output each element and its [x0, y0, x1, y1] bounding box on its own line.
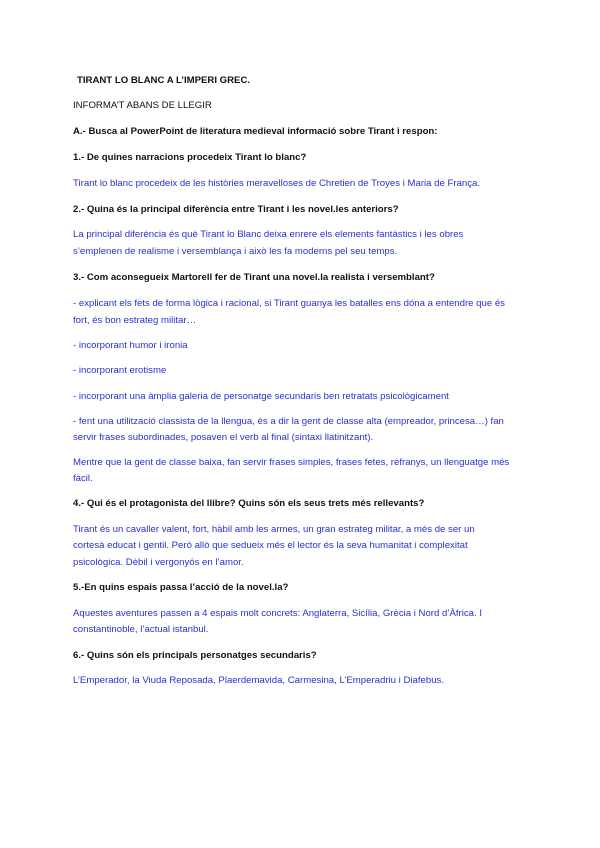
answer-5-line-2: constantinoble, l’actual istanbul.	[73, 624, 209, 635]
question-3: 3.- Com aconsegueix Martorell fer de Tirant una novel.la realista i versemblant?	[73, 272, 435, 283]
answer-2-line-1: La principal diferència és què Tirant lo Blanc deixa enrere els elements fantàstics i les obres	[73, 229, 464, 240]
answer-5-line-1: Aquestes aventures passen a 4 espais molt concrets: Anglaterra, Sicília, Grècia i Nord d’Àfrica. I	[73, 608, 482, 619]
answer-3-bullet-4: - incorporant una àmplia galeria de personatge secundaris ben retratats psicològicament	[73, 391, 449, 402]
answer-1: Tirant lo blanc procedeix de les històries meravelloses de Chretien de Troyes i Maria de França.	[73, 178, 481, 189]
question-5: 5.-En quins espais passa l’acció de la novel.la?	[73, 582, 289, 593]
question-6: 6.- Quins són els principals personatges secundaris?	[73, 650, 317, 661]
question-4: 4.- Qui és el protagonista del llibre? Quins són els seus trets més rellevants?	[73, 498, 425, 509]
answer-4-line-3: psicològica. Dèbil i vergonyós en l’amor.	[73, 557, 244, 568]
answer-6: L’Emperador, la Viuda Reposada, Plaerdemavida, Carmesina, L’Emperadriu i Diafebus.	[73, 675, 444, 686]
answer-3-bullet-5-line-2: servir frases subordinades, posaven el verb al final (sintaxi llatinitzant).	[73, 432, 374, 443]
answer-3-paragraph-line-1: Mentre que la gent de classe baixa, fan servir frases simples, frases fetes, refranys, un llenguatge més	[73, 457, 510, 468]
question-2: 2.- Quina és la principal diferència entre Tirant i les novel.les anteriors?	[73, 204, 399, 215]
answer-4-line-2: cortesà educat i gentil. Però allò que sedueix més el lector és la seva humanitat i complexitat	[73, 540, 468, 551]
answer-3-paragraph-line-2: fàcil.	[73, 473, 93, 484]
answer-3-bullet-5-line-1: - fent una utilització classista de la llengua, és a dir la gent de classe alta (empreador, princesa…) fan	[73, 416, 504, 427]
question-1: 1.- De quines narracions procedeix Tirant lo blanc?	[73, 152, 307, 163]
answer-3-bullet-3: - incorporant erotisme	[73, 365, 167, 376]
document-title: TIRANT LO BLANC A L’IMPERI GREC.	[77, 75, 251, 86]
answer-3-bullet-2: - incorporant humor i ironia	[73, 340, 188, 351]
intro-instruction: A.- Busca al PowerPoint de literatura medieval informació sobre Tirant i respon:	[73, 126, 438, 137]
answer-2-line-2: s’emplenen de realisme i versemblança i això les fa moderns pel seu temps.	[73, 246, 398, 257]
answer-4-line-1: Tirant és un cavaller valent, fort, hàbil amb les armes, un gran estrateg militar, a més de ser un	[73, 524, 475, 535]
answer-3-bullet-1-line-1: - explicant els fets de forma lògica i racional, si Tirant guanya les batalles ens dóna a entendre que és	[73, 298, 505, 309]
answer-3-bullet-1-line-2: fort, és bon estrateg militar…	[73, 315, 197, 326]
document-subtitle: INFORMA’T ABANS DE LLEGIR	[73, 100, 212, 111]
